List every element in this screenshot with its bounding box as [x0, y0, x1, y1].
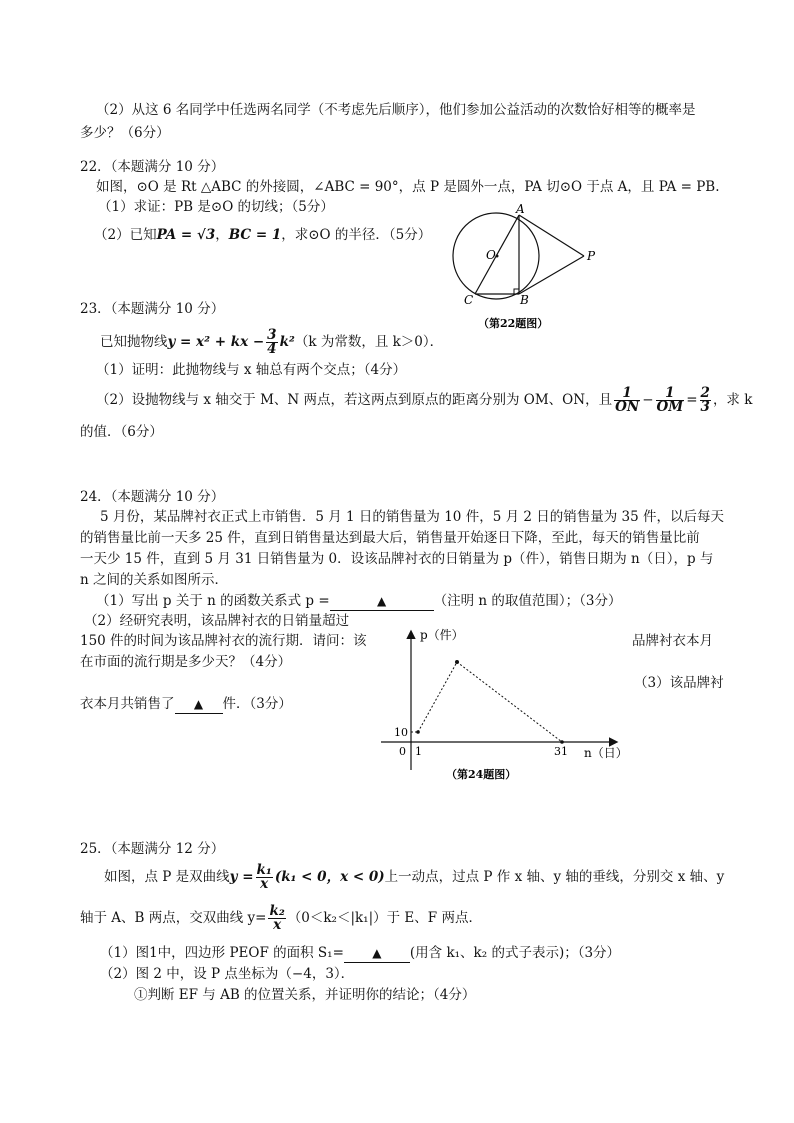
q22-part2-text-a: （2）已知: [94, 227, 157, 243]
q23-frac-3: [700, 387, 711, 414]
q24-part1-b: （注明 n 的取值范围）；（3分）: [433, 593, 622, 609]
q25-part1-a: （1）图1中，四边形 PEOF 的面积 S₁=: [100, 945, 344, 961]
q23-part2: [96, 385, 752, 415]
q22-sep: ，: [215, 227, 229, 243]
q22-math-pa: PA = √3: [156, 227, 216, 243]
q24-part3: [80, 695, 292, 714]
sales-line-up: [418, 662, 457, 732]
q24-part2-line3: 在市面的流行期是多少天？（4分）: [80, 654, 292, 670]
q25-line2-a: 轴于 A、B 两点，交双曲线 y=: [80, 910, 267, 926]
q23-minus: −: [642, 392, 654, 408]
tick-0: 0: [399, 745, 406, 758]
q25-y: y =: [229, 869, 254, 885]
q24-part2-line2: 150 件的时间为该品牌衬衣的流行期．请问：该: [80, 633, 367, 649]
q25-k1-den: x: [260, 876, 269, 892]
q24-header: 24．（本题满分 10 分）: [80, 489, 225, 505]
q22-math-bc: BC = 1: [228, 227, 282, 243]
q23-part2-c: 的值．（6分）: [80, 424, 163, 440]
q23-frac-2: [656, 387, 685, 414]
q23-f1-den: ON: [615, 399, 640, 415]
q24-line1: 5 月份，某品牌衬衣正式上市销售．5 月 1 日的销售量为 10 件，5 月 2 日的销售量为 35 件，以后每天: [100, 509, 725, 525]
x-axis-label: n（日）: [584, 746, 628, 760]
q22-part2-text-b: ，求⊙O 的半径．（5分）: [281, 227, 432, 243]
q24-part2-line1: （2）经研究表明，该品牌衬衣的日销量超过: [84, 613, 350, 629]
q25-k1-num: k₁: [256, 862, 272, 878]
q23-part2-b: ，求 k: [712, 392, 753, 408]
tick-10: 10: [394, 726, 408, 739]
q23-f3-den: 3: [700, 399, 710, 415]
q22-header: 22．（本题满分 10 分）: [80, 159, 225, 175]
q24-part1-blank[interactable]: ▲: [330, 592, 434, 611]
q25-frac-k2: [268, 905, 285, 932]
label-a: A: [516, 202, 525, 216]
q23-intro-b: （k 为常数，且 k＞0）．: [294, 334, 444, 350]
q25-part1: [100, 944, 620, 963]
q24-line3: 一天少 15 件，直到 5 月 31 日销售量为 0．设该品牌衬衣的日销量为 p（件），销售日期为 n（日），p 与: [80, 551, 714, 567]
q22-part2: [94, 226, 431, 244]
q23-intro-a: 已知抛物线: [100, 334, 168, 350]
q25-part2: （2）图 2 中，设 P 点坐标为（−4，3）．: [100, 966, 355, 982]
q21-part2-line2: 多少？（6分）: [80, 125, 170, 141]
label-c: C: [464, 293, 474, 307]
q25-frac-k1: [256, 864, 273, 891]
q25-line1-a: 如图，点 P 是双曲线: [104, 869, 230, 885]
q25-line1-b: 上一动点，过点 P 作 x 轴、y 轴的垂线，分别交 x 轴、y: [384, 869, 725, 885]
q25-header: 25．（本题满分 12 分）: [80, 841, 225, 857]
q24-part3-b: 衣本月共销售了: [80, 696, 175, 712]
q23-f3-num: 2: [700, 385, 710, 401]
label-p: P: [587, 249, 596, 263]
q25-line2-b: （0＜k₂＜|k₁|）于 E、F 两点．: [287, 910, 482, 926]
q23-frac-den: 4: [267, 341, 277, 357]
q22-caption: （第22题图）: [478, 317, 549, 330]
q23-math2: k²: [279, 334, 295, 350]
q22-intro: 如图，⊙O 是 Rt △ABC 的外接圆，∠ABC = 90°，点 P 是圆外一点，PA 切⊙O 于点 A，且 PA = PB.: [96, 179, 720, 195]
sales-line-down: [457, 662, 562, 742]
q24-part3-c: 件．（3分）: [222, 696, 292, 712]
q22-part1: （1）求证：PB 是⊙O 的切线；（5分）: [98, 199, 334, 215]
q23-frac-num: 3: [267, 327, 277, 343]
q25-k2-den: x: [273, 917, 282, 933]
q23-frac: [266, 329, 277, 356]
q24-line4: n 之间的关系如图所示．: [80, 572, 228, 588]
q23-part1: （1）证明：此抛物线与 x 轴总有两个交点；（4分）: [96, 362, 407, 378]
q23-f2-num: 1: [656, 387, 685, 401]
q23-part2-a: （2）设抛物线与 x 轴交于 M、N 两点，若这两点到原点的距离分别为 OM、ON，且: [96, 392, 613, 408]
q24-figure: [376, 622, 636, 787]
q23-intro: [100, 327, 443, 357]
point-peak: [455, 660, 459, 664]
q25-line1: [104, 862, 724, 892]
center-dot: [496, 255, 499, 258]
point-start: [416, 730, 420, 734]
label-b: B: [520, 293, 529, 307]
q24-part3-a: （3）该品牌衬: [634, 675, 724, 691]
tick-31: 31: [554, 745, 568, 758]
q25-line2: [80, 903, 482, 933]
q21-part2-line1: （2）从这 6 名同学中任选两名同学（不考虑先后顺序），他们参加公益活动的次数恰好相等的概率是: [96, 102, 696, 118]
q24-line2: 的销售量比前一天多 25 件，直到日销售量达到最大后，销售量开始逐日下降，至此，每天的销售量比前: [80, 530, 700, 546]
q24-part1: [96, 592, 622, 611]
y-axis-label: p（件）: [420, 628, 464, 642]
q25-part2-1: ①判断 EF 与 AB 的位置关系，并证明你的结论；（4分）: [134, 987, 476, 1003]
q24-part2-line2b: 品牌衬衣本月: [632, 633, 713, 649]
q24-caption: （第24题图）: [446, 768, 517, 781]
point-end: [560, 740, 564, 744]
q25-cond: (k₁ < 0，x < 0): [274, 869, 385, 885]
tick-1: 1: [415, 745, 422, 758]
q25-part1-b: (用含 k₁、k₂ 的式子表示)；（3分）: [409, 945, 621, 961]
q23-f2-den: OM: [656, 399, 684, 415]
q24-part1-a: （1）写出 p 关于 n 的函数关系式 p =: [96, 593, 330, 609]
q23-f1-num: 1: [614, 387, 640, 401]
q23-header: 23．（本题满分 10 分）: [80, 301, 225, 317]
q23-frac-1: [614, 387, 640, 414]
segment-ap: [519, 215, 584, 256]
q24-part3-blank[interactable]: ▲: [175, 695, 223, 714]
q23-math: y = x² + kx −: [167, 334, 265, 350]
q23-eq: =: [686, 392, 698, 408]
label-o: O: [486, 248, 496, 262]
q25-part1-blank[interactable]: ▲: [344, 944, 410, 963]
q22-figure: [448, 200, 608, 335]
segment-bp: [519, 256, 584, 294]
q25-k2-num: k₂: [269, 903, 285, 919]
